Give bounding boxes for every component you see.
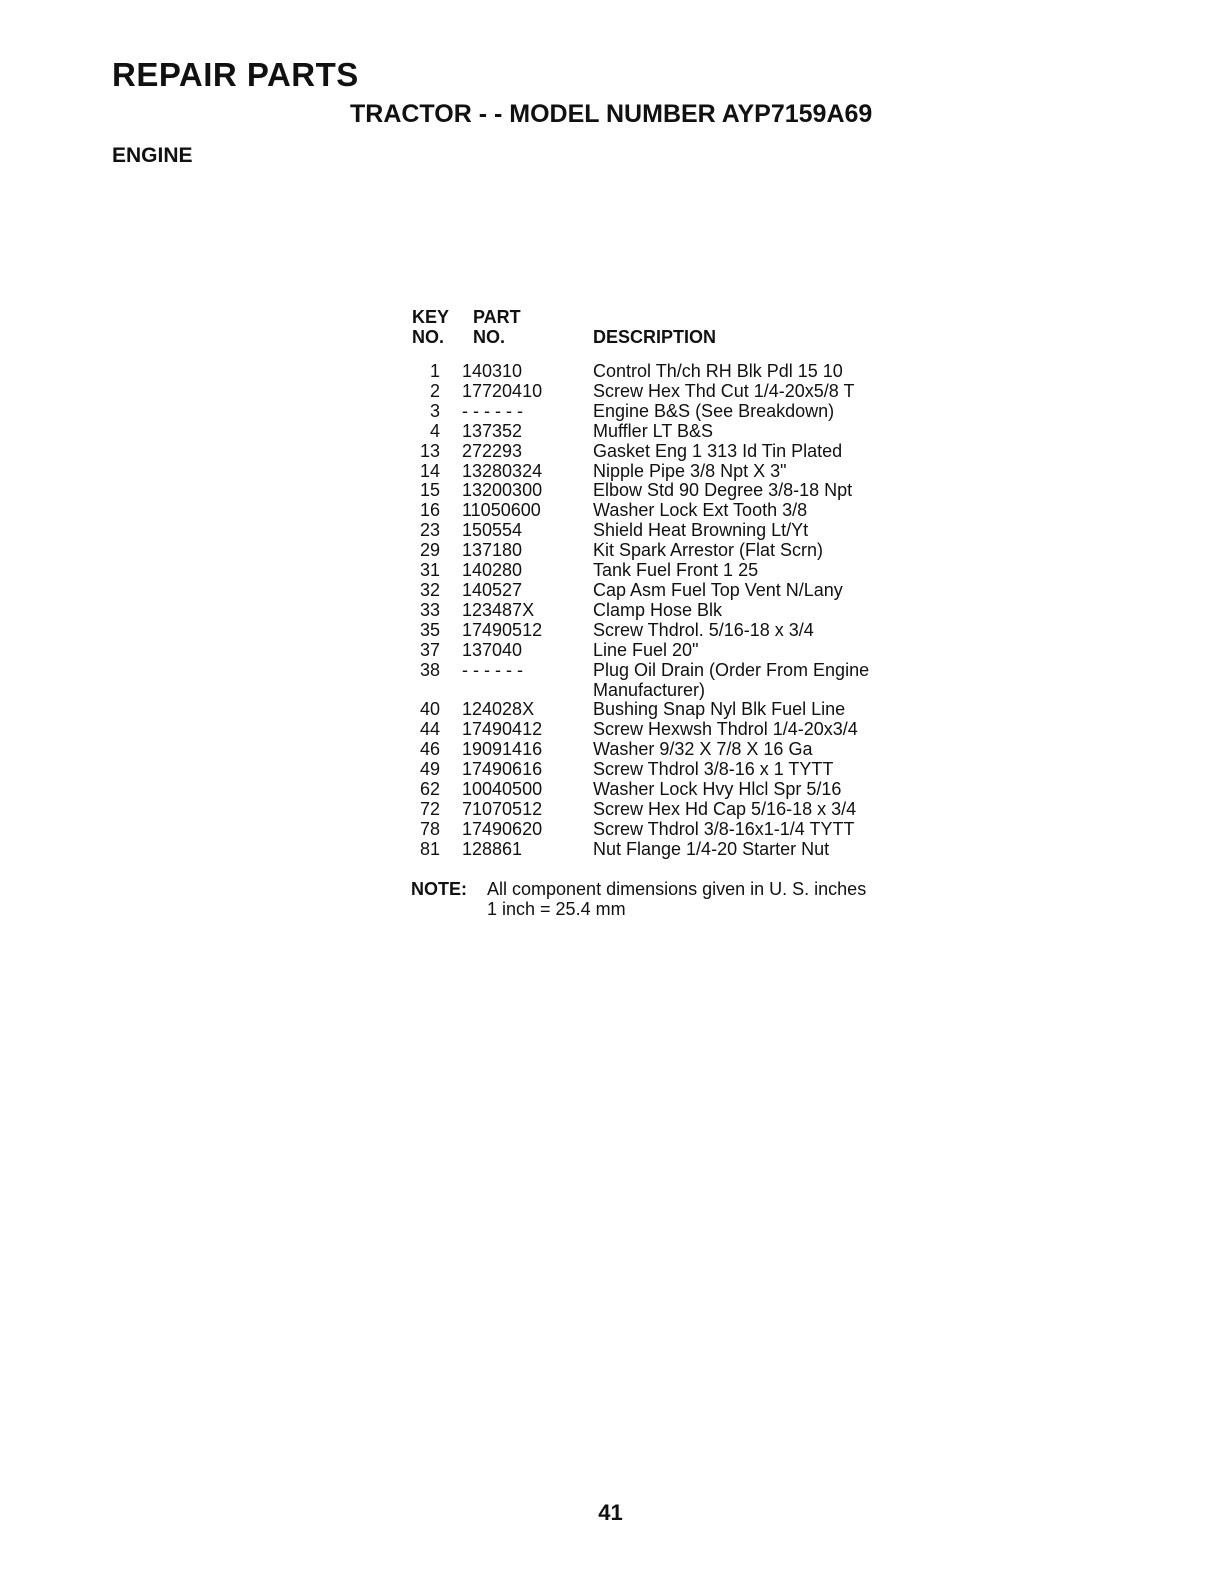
part-number-cell: 13200300 — [462, 480, 543, 501]
key-cell: 78 — [419, 818, 440, 839]
description-cell: Kit Spark Arrestor (Flat Scrn) — [593, 540, 824, 561]
part-number-cell: 123487X — [462, 599, 535, 620]
parts-table-header — [410, 305, 930, 348]
note-line-1: All component dimensions given in U. S. inches — [487, 879, 867, 899]
part-number-cell: - - - - - - — [462, 400, 523, 421]
note — [411, 879, 866, 919]
key-cell: 81 — [419, 838, 440, 859]
description-cell: Screw Hex Hd Cap 5/16-18 x 3/4 — [593, 798, 857, 819]
description-cell: Bushing Snap Nyl Blk Fuel Line — [593, 699, 846, 720]
key-cell: 72 — [419, 798, 440, 819]
description-cell: Gasket Eng 1 313 Id Tin Plated — [593, 440, 843, 461]
part-number-cell: 19091416 — [462, 739, 543, 760]
table-row — [410, 581, 930, 601]
description-cell: Plug Oil Drain (Order From Engine — [593, 659, 870, 680]
table-row — [410, 422, 930, 442]
part-number-cell: 272293 — [462, 440, 523, 461]
key-cell: 3 — [429, 400, 440, 421]
table-row — [410, 462, 930, 482]
part-number-cell: 13280324 — [462, 460, 543, 481]
part-number-cell — [440, 681, 593, 701]
description-cell: Nipple Pipe 3/8 Npt X 3" — [593, 460, 787, 481]
table-row — [410, 800, 930, 820]
key-cell: 16 — [419, 500, 440, 521]
table-row — [410, 740, 930, 760]
description-cell: Clamp Hose Blk — [593, 599, 723, 620]
part-number-cell: 17490616 — [462, 759, 543, 780]
key-cell: 23 — [419, 520, 440, 541]
col-part-header-line2: NO. — [473, 327, 506, 347]
model-subtitle: TRACTOR - - MODEL NUMBER AYP7159A69 — [350, 100, 873, 128]
key-cell: 44 — [419, 719, 440, 740]
page-number: 41 — [598, 1500, 623, 1525]
part-number-cell: 124028X — [462, 699, 535, 720]
table-row — [410, 601, 930, 621]
part-number-cell: 17490620 — [462, 818, 543, 839]
table-row — [410, 382, 930, 402]
key-cell: 37 — [419, 639, 440, 660]
table-row — [410, 481, 930, 501]
part-number-cell: 140527 — [462, 579, 523, 600]
key-cell: 1 — [429, 361, 440, 381]
key-cell: 40 — [419, 699, 440, 720]
description-cell: Screw Thdrol 3/8-16x1-1/4 TYTT — [593, 818, 855, 839]
part-number-cell: 140280 — [462, 560, 523, 581]
key-cell: 62 — [419, 779, 440, 800]
description-cell: Screw Hexwsh Thdrol 1/4-20x3/4 — [593, 719, 858, 740]
part-number-cell: 10040500 — [462, 779, 543, 800]
key-cell — [410, 681, 440, 701]
part-number-cell: 137180 — [462, 540, 523, 561]
table-row — [410, 720, 930, 740]
description-cell: Washer Lock Ext Tooth 3/8 — [593, 500, 808, 521]
part-number-cell: 140310 — [462, 361, 523, 381]
table-row — [410, 442, 930, 462]
part-number-cell: - - - - - - — [462, 659, 523, 680]
table-row — [410, 641, 930, 661]
description-cell: Engine B&S (See Breakdown) — [593, 400, 835, 421]
part-number-cell: 128861 — [462, 838, 523, 859]
description-cell: Screw Thdrol. 5/16-18 x 3/4 — [593, 619, 814, 640]
description-cell: Manufacturer) — [593, 679, 706, 700]
table-row — [410, 521, 930, 541]
description-cell: Shield Heat Browning Lt/Yt — [593, 520, 809, 541]
key-cell: 31 — [419, 560, 440, 581]
key-cell: 4 — [429, 420, 440, 441]
description-cell: Control Th/ch RH Blk Pdl 15 10 — [593, 361, 843, 381]
part-number-cell: 71070512 — [462, 798, 543, 819]
description-cell: Washer 9/32 X 7/8 X 16 Ga — [593, 739, 813, 760]
description-cell: Elbow Std 90 Degree 3/8-18 Npt — [593, 480, 853, 501]
description-cell: Tank Fuel Front 1 25 — [593, 560, 759, 581]
table-row — [410, 621, 930, 641]
note-label: NOTE: — [411, 879, 467, 899]
note-line-2: 1 inch = 25.4 mm — [487, 899, 626, 919]
description-cell: Screw Hex Thd Cut 1/4-20x5/8 T — [593, 380, 855, 401]
table-row — [410, 501, 930, 521]
key-cell: 38 — [419, 659, 440, 680]
key-cell: 2 — [429, 380, 440, 401]
parts-table — [410, 305, 930, 860]
key-cell: 14 — [419, 460, 440, 481]
description-cell: Nut Flange 1/4-20 Starter Nut — [593, 838, 830, 859]
description-cell: Cap Asm Fuel Top Vent N/Lany — [593, 579, 843, 600]
part-number-cell: 137040 — [462, 639, 523, 660]
description-cell: Washer Lock Hvy Hlcl Spr 5/16 — [593, 779, 842, 800]
section-heading: ENGINE — [112, 144, 193, 167]
table-row — [410, 661, 930, 681]
part-number-cell: 17490412 — [462, 719, 543, 740]
description-cell: Screw Thdrol 3/8-16 x 1 TYTT — [593, 759, 834, 780]
table-row — [410, 362, 930, 382]
table-row — [410, 700, 930, 720]
table-row — [410, 561, 930, 581]
col-description-header: DESCRIPTION — [593, 327, 717, 347]
part-number-cell: 150554 — [462, 520, 523, 541]
key-cell: 35 — [419, 619, 440, 640]
col-key-header-line1: KEY — [412, 307, 450, 327]
table-row — [410, 820, 930, 840]
col-part-header-line1: PART — [473, 307, 521, 327]
part-number-cell: 17720410 — [462, 380, 543, 401]
table-row — [410, 402, 930, 422]
description-cell: Line Fuel 20" — [593, 639, 699, 660]
table-row — [410, 780, 930, 800]
key-cell: 13 — [419, 440, 440, 461]
key-cell: 15 — [419, 480, 440, 501]
table-row — [410, 541, 930, 561]
table-row — [410, 681, 930, 701]
key-cell: 49 — [419, 759, 440, 780]
key-cell: 32 — [419, 579, 440, 600]
table-row — [410, 840, 930, 860]
col-key-header-line2: NO. — [412, 327, 445, 347]
key-cell: 33 — [419, 599, 440, 620]
part-number-cell: 137352 — [462, 420, 523, 441]
table-row — [410, 760, 930, 780]
part-number-cell: 17490512 — [462, 619, 543, 640]
key-cell: 46 — [419, 739, 440, 760]
description-cell: Muffler LT B&S — [593, 420, 714, 441]
parts-table-body — [410, 362, 930, 860]
key-cell: 29 — [419, 540, 440, 561]
part-number-cell: 11050600 — [462, 500, 541, 521]
page-title: REPAIR PARTS — [112, 56, 359, 93]
